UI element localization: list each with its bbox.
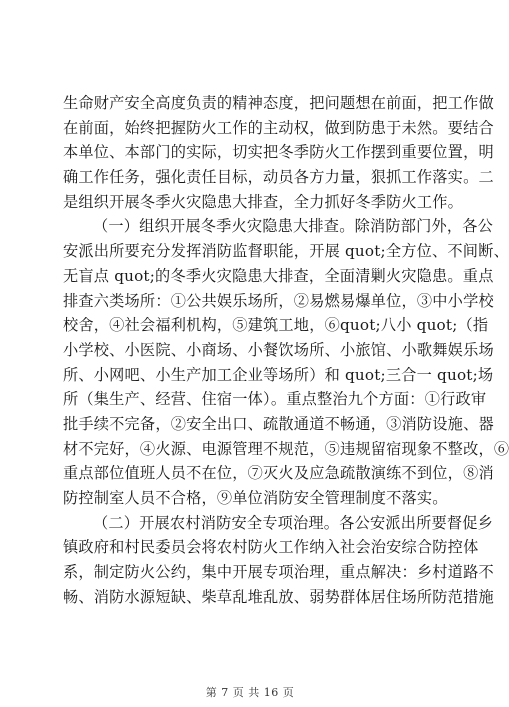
body-text	[63, 91, 509, 609]
text-line: 排查六类场所：①公共娱乐场所，②易燃易爆单位，③中小学校	[63, 291, 494, 310]
page-number: 第 7 页 共 16 页	[205, 686, 295, 699]
page-footer	[0, 684, 500, 700]
text-line: 材不完好，④火源、电源管理不规范，⑤违规留宿现象不整改，⑥	[63, 439, 509, 458]
paragraph-2-first-line: （二）开展农村消防安全专项治理。各公安派出所要督促乡	[93, 513, 494, 532]
text-line: 在前面，始终把握防火工作的主动权，做到防患于未然。要结合	[63, 118, 494, 137]
text-line: 生命财产安全高度负责的精神态度，把问题想在前面，把工作做	[63, 94, 494, 112]
text-line: 所（集生产、经营、住宿一体）。重点整治九个方面：①行政审	[63, 390, 487, 409]
text-line: 本单位、本部门的实际，切实把冬季防火工作摆到重要位置，明	[63, 143, 494, 162]
text-line: 镇政府和村民委员会将农村防火工作纳入社会治安综合防控体	[63, 538, 479, 557]
text-line: 校舍，④社会福利机构，⑤建筑工地，⑥quot;八小 quot;（指	[63, 316, 489, 335]
text-line: 所、小网吧、小生产加工企业等场所）和 quot;三合一 quot;场	[63, 365, 494, 384]
text-line: 无盲点 quot;的冬季火灾隐患大排查，全面清剿火灾隐患。重点	[63, 266, 494, 285]
text-line: 系，制定防火公约，集中开展专项治理，重点解决：乡村道路不	[63, 563, 494, 582]
text-line: 是组织开展冬季火灾隐患大排查，全力抓好冬季防火工作。	[63, 192, 464, 211]
text-line: 确工作任务，强化责任目标，动员各方力量，狠抓工作落实。二	[63, 168, 494, 187]
text-line: 小学校、小医院、小商场、小餐饮场所、小旅馆、小歌舞娱乐场	[63, 340, 494, 359]
text-line: 畅、消防水源短缺、柴草乱堆乱放、弱势群体居住场所防范措施	[63, 587, 494, 606]
text-line: 重点部位值班人员不在位，⑦灭火及应急疏散演练不到位，⑧消	[63, 464, 494, 483]
text-line: 批手续不完备，②安全出口、疏散通道不畅通，③消防设施、器	[63, 414, 494, 433]
text-line: 安派出所要充分发挥消防监督职能，开展 quot;全方位、不间断、	[63, 242, 509, 261]
paragraph-1-first-line: （一）组织开展冬季火灾隐患大排查。除消防部门外，各公	[93, 217, 494, 236]
text-line: 防控制室人员不合格，⑨单位消防安全管理制度不落实。	[63, 489, 448, 507]
